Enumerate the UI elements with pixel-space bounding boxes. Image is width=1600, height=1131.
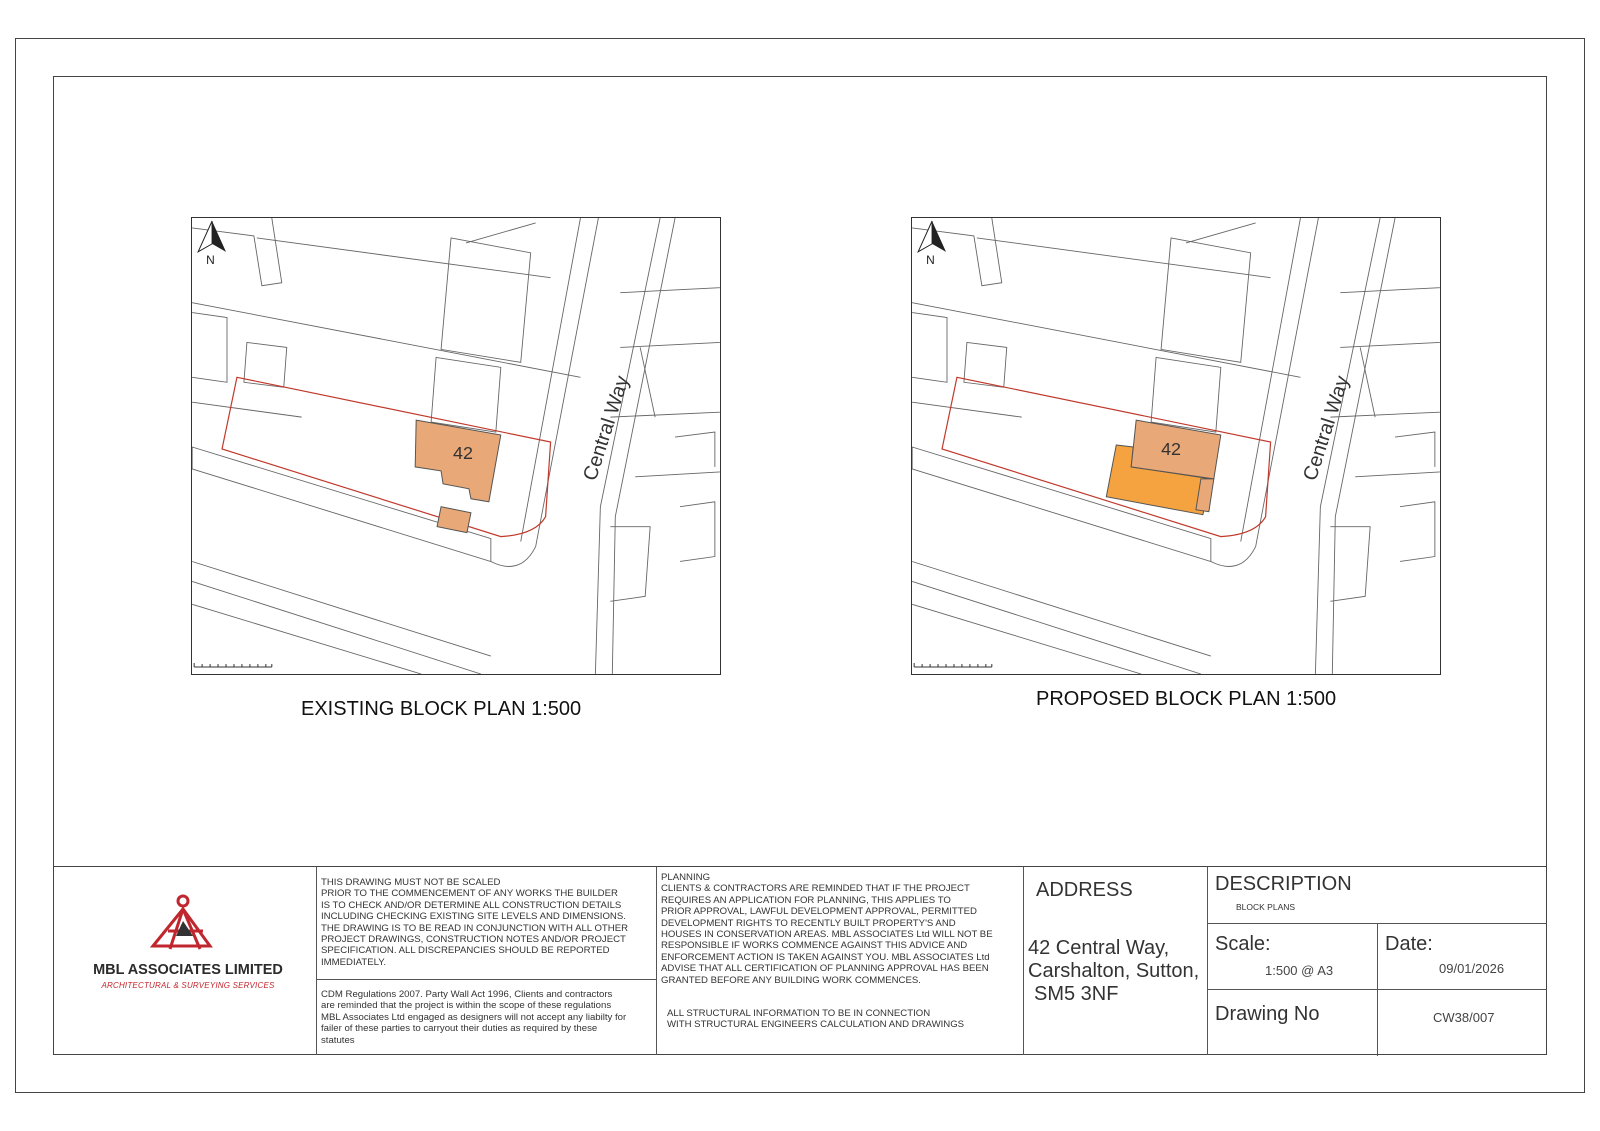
existing-block-plan bbox=[191, 217, 721, 675]
description-value: BLOCK PLANS bbox=[1236, 902, 1296, 912]
note-scale: THIS DRAWING MUST NOT BE SCALED PRIOR TO THE COMMENCEMENT OF ANY WORKS THE BUILDER IS TO CHECK AND/OR DETERMINE ALL CONSTRUCTION DETAILS INCLUDING CHECKING EXISTING SITE LEVELS AND DIMENSIONS. THE DRAWING IS TO BE READ IN CONJUNCTION WITH ALL OTHER PROJECT DRAWINGS, CONSTRUCTION NOTES AND/OR PROJECT SPECIFICATION. ALL DISCREPANCIES SHOULD BE REPORTED IMMEDIATELY. bbox=[321, 877, 629, 968]
date-label: Date: bbox=[1385, 933, 1433, 955]
street-label: Central Way bbox=[579, 373, 634, 484]
note-cdm: CDM Regulations 2007. Party Wall Act 1996, Clients and contractors are reminded that the project is within the scope of these regulations MBL Associates Ltd engaged as designers will not accept any liabilty for failer of these parties to carryout their duties as required by these statutes bbox=[321, 989, 627, 1046]
existing-plan-title: EXISTING BLOCK PLAN 1:500 bbox=[301, 698, 582, 720]
address-line-1: 42 Central Way, bbox=[1028, 937, 1170, 959]
house-number: 42 bbox=[1161, 438, 1181, 459]
compass-triangle-logo-icon bbox=[148, 891, 218, 951]
description-label: DESCRIPTION bbox=[1215, 873, 1352, 895]
address-label: ADDRESS bbox=[1036, 879, 1133, 901]
north-label: N bbox=[926, 252, 935, 267]
date-value: 09/01/2026 bbox=[1439, 961, 1505, 976]
proposed-plan-title: PROPOSED BLOCK PLAN 1:500 bbox=[1036, 688, 1337, 710]
proposed-plan-drawing bbox=[912, 218, 1440, 674]
street-label: Central Way bbox=[1299, 373, 1354, 484]
drawing-no-value: CW38/007 bbox=[1433, 1010, 1495, 1025]
existing-plan-drawing bbox=[192, 218, 720, 674]
scale-label: Scale: bbox=[1215, 933, 1271, 955]
drawing-no-label: Drawing No bbox=[1215, 1003, 1320, 1025]
note-planning: PLANNING CLIENTS & CONTRACTORS ARE REMINDED THAT IF THE PROJECT REQUIRES AN APPLICATION FOR PLANNING, THIS APPLIES TO PRIOR APPROVAL, LAWFUL DEVELOPMENT APPROVAL, PERMITTED DEVELOPMENT RIGHTS TO RECENTLY BUILT PROPERTY'S AND HOUSES IN CONSERVATION AREAS. MBL ASSOCIATES Ltd WILL NOT BE RESPONSIBLE IF WORKS COMMENCE AGAINST THIS ADVICE AND ENFORCEMENT ACTION IS TAKEN AGAINST YOU. MBL ASSOCIATES Ltd ADVISE THAT ALL CERTIFICATION OF PLANNING APPROVAL HAS BEEN GRANTED BEFORE ANY BUILDING WORK COMMENCES. bbox=[661, 872, 993, 986]
scale-bar bbox=[914, 663, 992, 667]
scale-bar bbox=[194, 663, 272, 667]
company-name: MBL ASSOCIATES LIMITED bbox=[93, 962, 283, 978]
house-number: 42 bbox=[453, 442, 473, 463]
north-arrow-icon bbox=[198, 221, 226, 252]
note-structural: ALL STRUCTURAL INFORMATION TO BE IN CONNECTION WITH STRUCTURAL ENGINEERS CALCULATION AND DRAWINGS bbox=[667, 1008, 965, 1031]
address-line-2: Carshalton, Sutton, bbox=[1028, 960, 1200, 982]
north-arrow-icon bbox=[918, 221, 946, 252]
north-label: N bbox=[206, 252, 215, 267]
title-block bbox=[53, 866, 1547, 1055]
address-line-3: SM5 3NF bbox=[1034, 983, 1119, 1005]
scale-value: 1:500 @ A3 bbox=[1265, 963, 1334, 978]
proposed-block-plan bbox=[911, 217, 1441, 675]
company-subtitle: ARCHITECTURAL & SURVEYING SERVICES bbox=[101, 981, 275, 990]
